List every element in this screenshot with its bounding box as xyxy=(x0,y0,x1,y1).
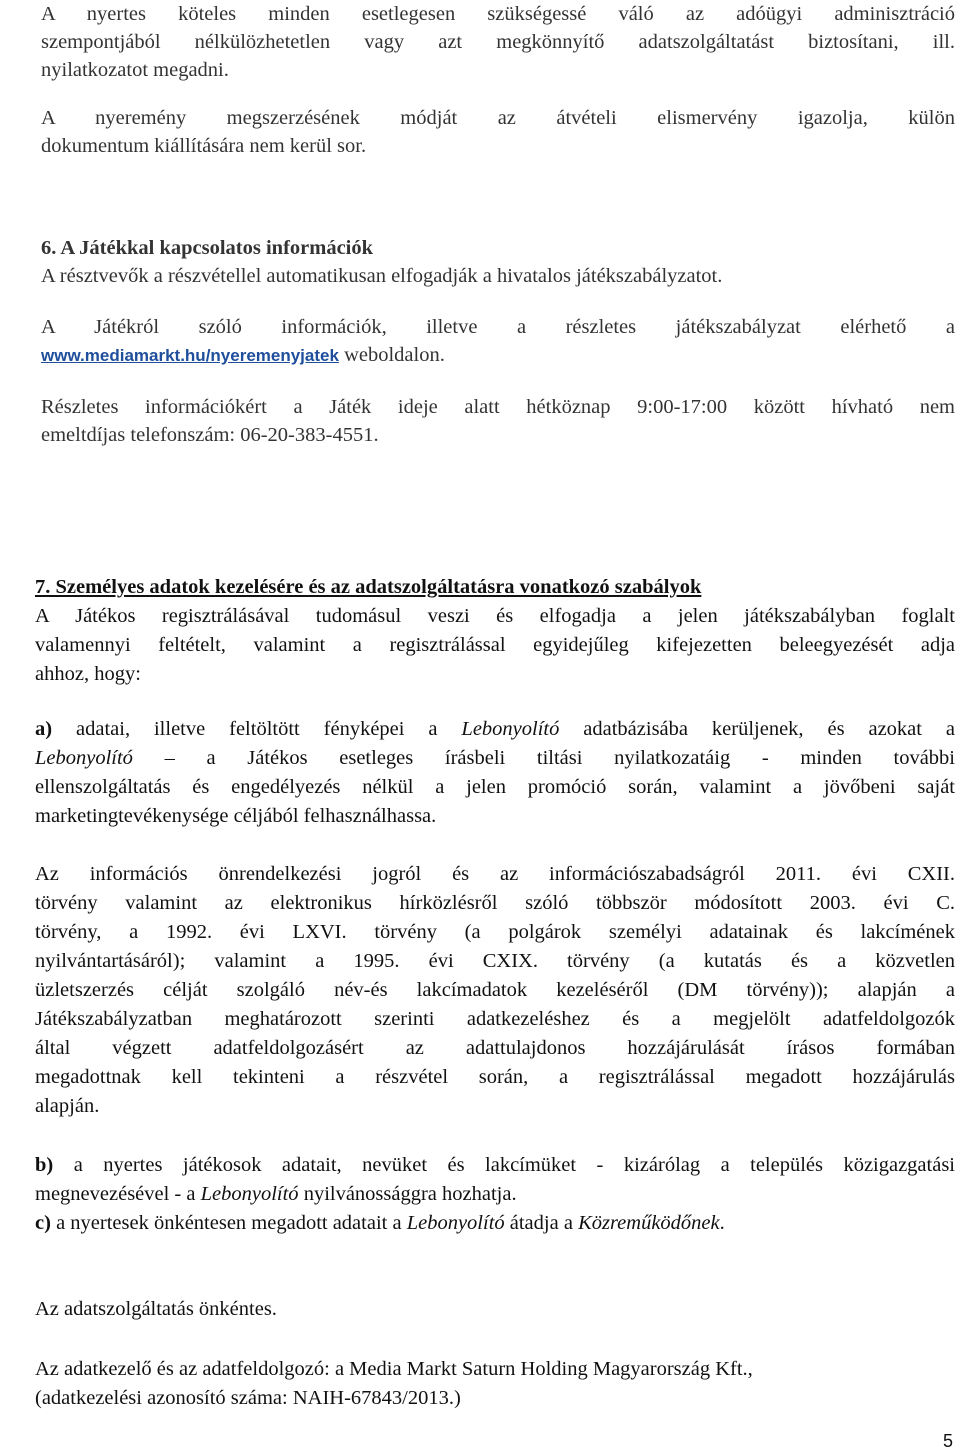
law-paragraph xyxy=(35,860,955,1121)
rules-link[interactable]: www.mediamarkt.hu/nyeremenyjatek xyxy=(41,346,339,365)
text-line: nyilvántartásáról); valamint a 1995. évi CXIX. törvény (a kutatás és a közvetlen xyxy=(35,950,955,972)
text-line: dokumentum kiállítására nem kerül sor. xyxy=(41,135,367,157)
partner-name: Közreműködőnek xyxy=(578,1212,720,1234)
data-controller-paragraph xyxy=(35,1355,955,1413)
text-line: törvény, a 1992. évi LXVI. törvény (a polgárok személyi adatainak és lakcímének xyxy=(35,921,955,943)
text-line: Az adatkezelő és az adatfeldolgozó: a Media Markt Saturn Holding Magyarország Kft., xyxy=(35,1358,753,1380)
text-line: alapján. xyxy=(35,1095,100,1117)
clause-b xyxy=(35,1151,955,1209)
text-line: ahhoz, hogy: xyxy=(35,663,141,685)
voluntary-statement xyxy=(35,1295,955,1324)
text-line: emeltdíjas telefonszám: 06-20-383-4551. xyxy=(41,424,379,446)
page-number: 5 xyxy=(942,1431,953,1451)
text-fragment: átadja a xyxy=(504,1212,579,1234)
text-line: A nyertes köteles minden esetlegesen szükségessé váló az adóügyi adminisztráció xyxy=(41,3,955,25)
text-fragment: a nyertes játékosok adatait, nevüket és lakcímüket - kizárólag a település közigazgatási xyxy=(53,1154,955,1176)
prize-receipt-paragraph xyxy=(41,104,955,160)
section-7-intro xyxy=(35,573,955,689)
text-line: megadottnak kell tekinteni a részvétel során, a regisztrálással megadott hozzájárulás xyxy=(35,1066,955,1088)
text-line: (adatkezelési azonosító száma: NAIH-67843/2013.) xyxy=(35,1387,461,1409)
text-fragment: – a Játékos esetleges írásbeli tiltási nyilatkozatáig - minden további xyxy=(132,747,955,769)
text-line: üzletszerzés célját szolgáló név-és lakcímadatok kezeléséről (DM törvény)); alapján a xyxy=(35,979,955,1001)
text-line: Játékszabályzatban meghatározott szerinti adatkezeléshez és a megjelölt adatfeldolgozók xyxy=(35,1008,955,1030)
text-fragment: weboldalon. xyxy=(338,344,445,366)
organizer-name: Lebonyolító xyxy=(461,718,560,740)
organizer-name: Lebonyolító xyxy=(35,747,133,769)
game-info-paragraph xyxy=(41,313,955,370)
text-line: szempontjából nélkülözhetetlen vagy azt megkönnyítő adatszolgáltatást biztosítani, ill. xyxy=(41,31,955,53)
section-6 xyxy=(41,234,955,290)
text-line: Részletes információkért a Játék ideje alatt hétköznap 9:00-17:00 között hívható nem xyxy=(41,396,955,418)
phone-info-paragraph xyxy=(41,393,955,449)
text-line: valamennyi feltételt, valamint a regisztrálással egyidejűleg kifejezetten beleegyezését adja xyxy=(35,634,955,656)
text-fragment: . xyxy=(719,1212,725,1234)
text-fragment: megnevezésével - a xyxy=(35,1183,201,1205)
text-line: Az adatszolgáltatás önkéntes. xyxy=(35,1298,277,1320)
section-6-heading: 6. A Játékkal kapcsolatos információk xyxy=(41,237,374,259)
organizer-name: Lebonyolító xyxy=(200,1183,299,1205)
text-line: marketingtevékenysége céljából felhasználhassa. xyxy=(35,805,437,827)
text-line: A nyeremény megszerzésének módját az átvételi elismervény igazolja, külön xyxy=(41,107,955,129)
clause-a xyxy=(35,715,955,831)
tax-obligation-paragraph xyxy=(41,0,955,84)
text-line: törvény valamint az elektronikus hírközlésről szóló többször módosított 2003. évi C. xyxy=(35,892,955,914)
clause-label: b) xyxy=(35,1154,54,1176)
text-line: által végzett adatfeldolgozásért az adattulajdonos hozzájárulását írásos formában xyxy=(35,1037,955,1059)
text-line: ellenszolgáltatás és engedélyezés nélkül a jelen promóció során, valamint a jövőbeni saját xyxy=(35,776,955,798)
text-line: nyilatkozatot megadni. xyxy=(41,59,229,81)
text-line: A résztvevők a részvétellel automatikusan elfogadják a hivatalos játékszabályzatot. xyxy=(41,265,723,287)
clause-c xyxy=(35,1209,955,1238)
text-fragment: a nyertesek önkéntesen megadott adatait a xyxy=(50,1212,407,1234)
text-fragment: adatai, illetve feltöltött fényképei a xyxy=(52,718,462,740)
text-fragment: nyilvánossággra hozhatja. xyxy=(298,1183,517,1205)
clause-label: a) xyxy=(35,718,53,740)
section-7-heading: 7. Személyes adatok kezelésére és az adatszolgáltatásra vonatkozó szabályok xyxy=(35,576,702,598)
organizer-name: Lebonyolító xyxy=(406,1212,505,1234)
text-fragment: adatbázisába kerüljenek, és azokat a xyxy=(559,718,955,740)
clause-label: c) xyxy=(35,1212,51,1234)
text-line: Az információs önrendelkezési jogról és az információszabadságról 2011. évi CXII. xyxy=(35,863,955,885)
text-line: A Játékról szóló információk, illetve a részletes játékszabályzat elérhető a xyxy=(41,316,955,338)
text-line: A Játékos regisztrálásával tudomásul veszi és elfogadja a jelen játékszabályban foglalt xyxy=(35,605,955,627)
